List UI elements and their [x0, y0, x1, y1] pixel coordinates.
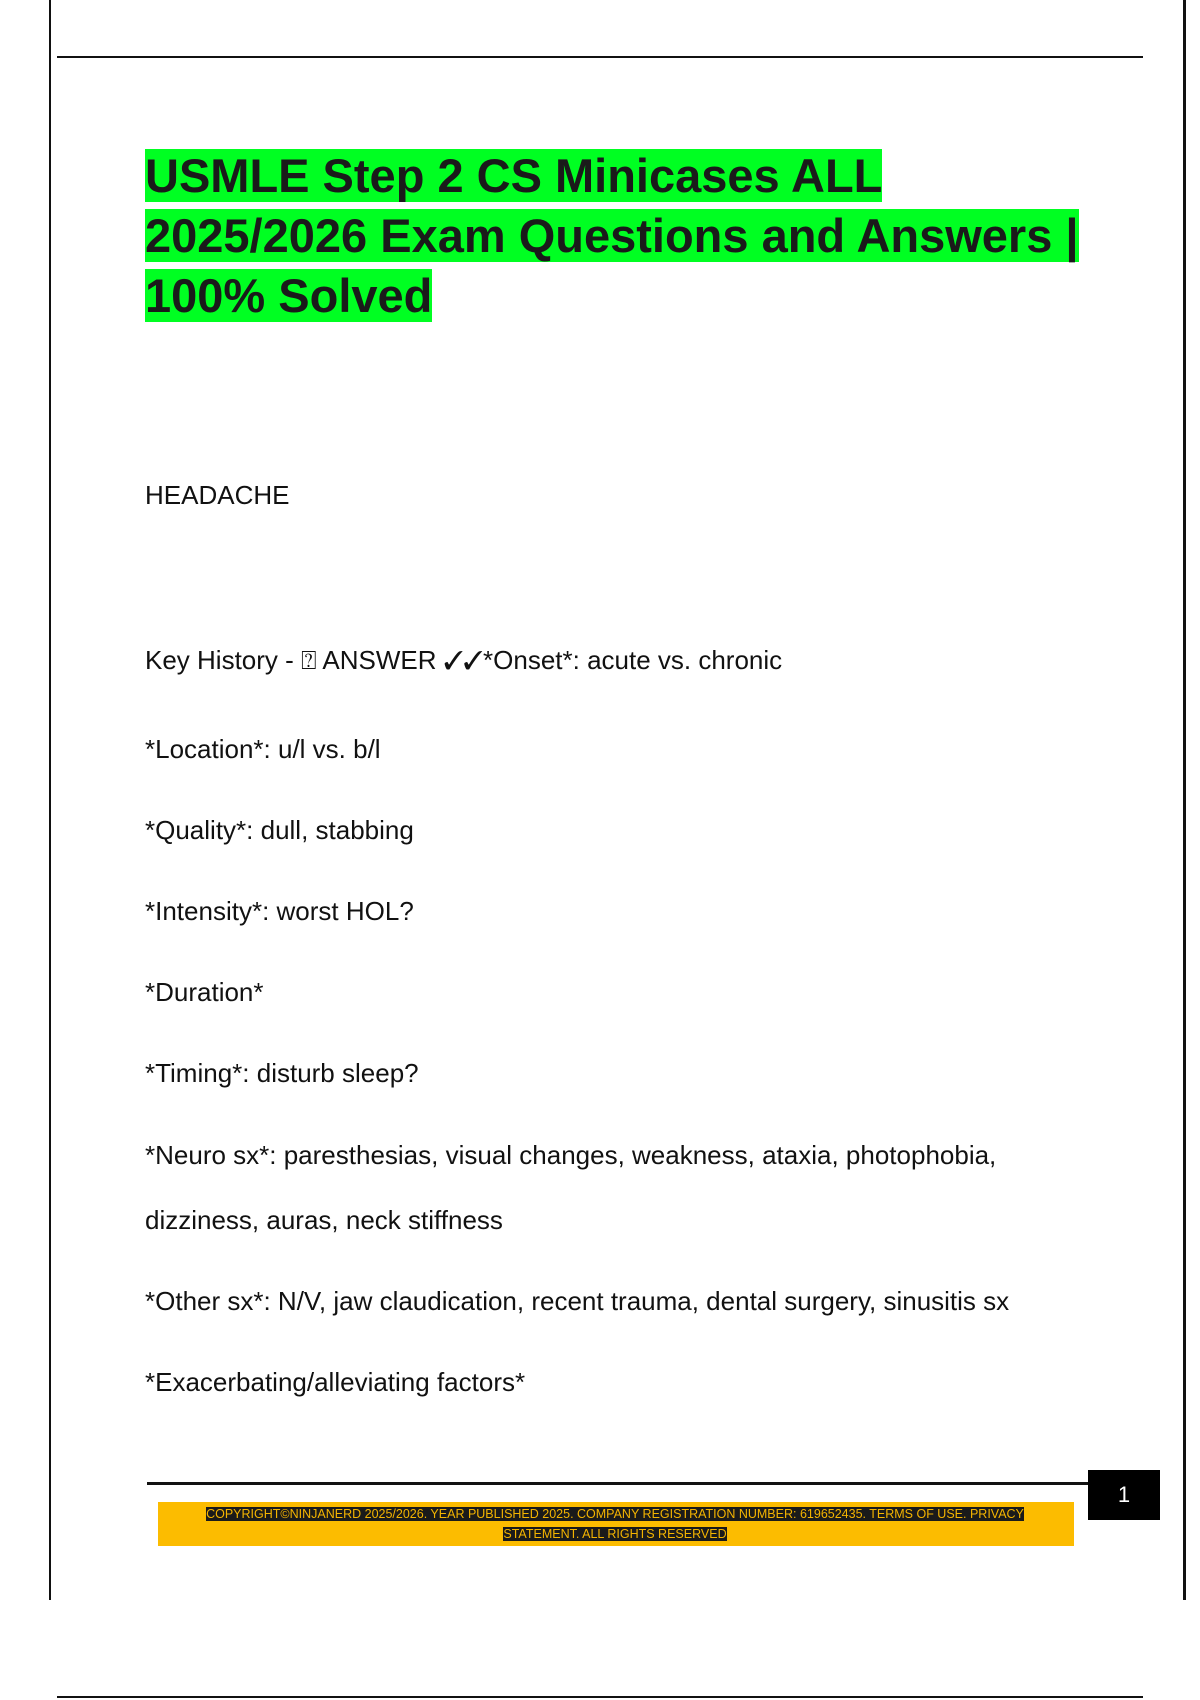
page-number: 1: [1088, 1470, 1160, 1520]
copyright-text: COPYRIGHT©NINJANERD 2025/2026. YEAR PUBLISHED 2025. COMPANY REGISTRATION NUMBER: 619652435. TERMS OF USE. PRIVACY STATEMENT. ALL RIGHTS RESERVED: [206, 1507, 1024, 1541]
document-title: [145, 146, 1095, 326]
title-highlight-text: USMLE Step 2 CS Minicases ALL 2025/2026 Exam Questions and Answers | 100% Solved: [145, 149, 1079, 322]
answer-line: *Timing*: disturb sleep?: [145, 1058, 419, 1088]
copyright-notice: [170, 1504, 1060, 1544]
answer-line: *Quality*: dull, stabbing: [145, 815, 414, 845]
answer-line: *Other sx*: N/V, jaw claudication, recent trauma, dental surgery, sinusitis sx: [145, 1286, 1010, 1316]
answer-line: *Duration*: [145, 977, 264, 1007]
footer-rule: [147, 1482, 1092, 1485]
header-rule: [57, 56, 1143, 58]
answer-line: Key History - ⍰ ANSWER ✓✓*Onset*: acute vs. chronic: [145, 645, 783, 675]
answer-line: dizziness, auras, neck stiffness: [145, 1205, 503, 1235]
right-page-border: [1183, 0, 1186, 1600]
answer-line: *Exacerbating/alleviating factors*: [145, 1367, 526, 1397]
next-page-rule: [57, 1696, 1143, 1698]
left-page-border: [49, 0, 51, 1600]
answer-line: *Neuro sx*: paresthesias, visual changes, weakness, ataxia, photophobia,: [145, 1140, 997, 1170]
section-heading: HEADACHE: [145, 480, 290, 510]
answer-line: *Intensity*: worst HOL?: [145, 896, 414, 926]
answer-line: *Location*: u/l vs. b/l: [145, 734, 381, 764]
